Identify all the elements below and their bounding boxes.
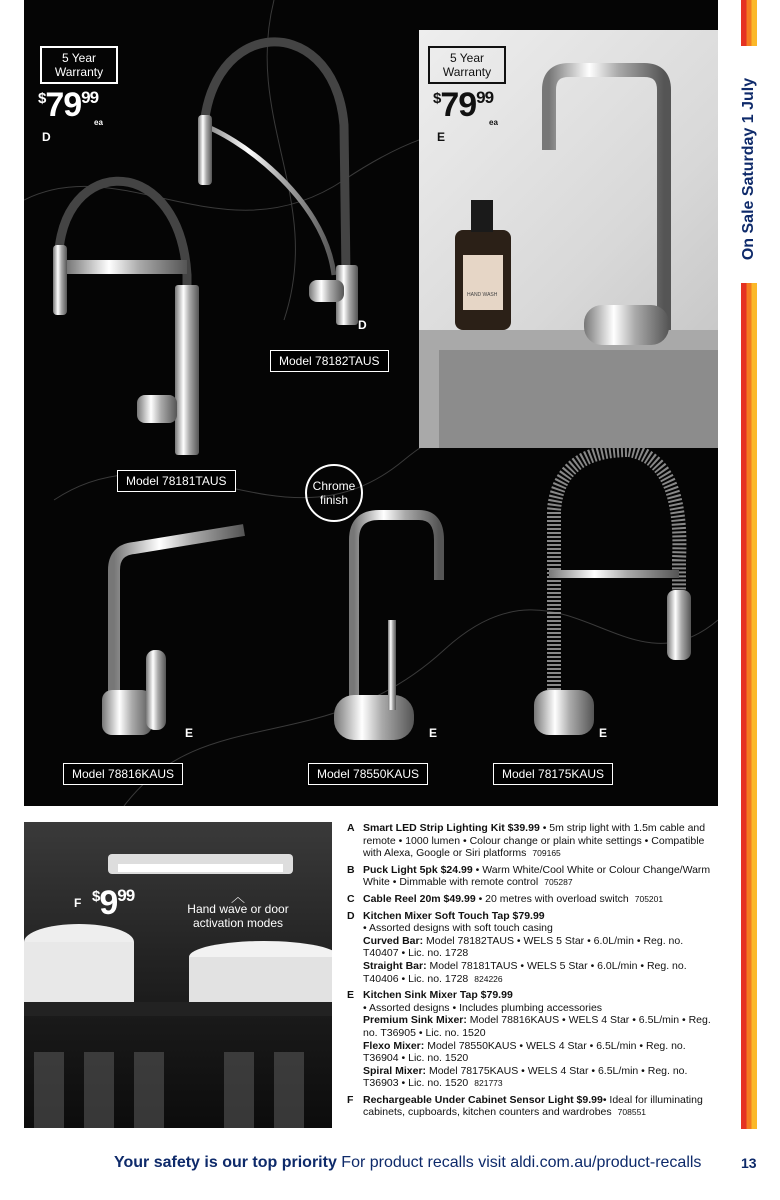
item-letter: D: [347, 909, 355, 922]
warranty-years: 5 Year: [61, 51, 97, 65]
price-whole: 79: [440, 86, 477, 124]
item-text: • 5m strip light with 1.5m cable and remote • 1000 lumen • Colour change or plain white settings • Compatible with Alexa, Google or Siri platforms: [363, 822, 706, 860]
product-code: 705201: [634, 893, 664, 904]
item-variant: [363, 935, 717, 960]
product-item-c: [347, 893, 717, 906]
model-label-78181taus: Model 78181TAUS: [117, 470, 236, 492]
tap-78550kaus-image: [324, 500, 454, 760]
chrome-finish-badge: [305, 464, 363, 522]
item-text: • Ideal for illuminating cabinets, cupboards, kitchen counters and wardrobes: [363, 1093, 703, 1119]
price-unit: ea: [94, 118, 103, 127]
warranty-badge-e: [428, 46, 506, 84]
product-letter-e: E: [437, 130, 446, 144]
item-body: [363, 910, 717, 986]
variant-text: Model 78181TAUS • WELS 5 Star • 6.0L/min • Reg. no. T40406 • Lic. no. 1728: [363, 959, 687, 985]
chevron-up-icon: ︿: [231, 889, 245, 905]
product-item-d: [347, 910, 717, 986]
chrome-badge-line: Chrome: [312, 479, 356, 493]
price-dollar-sign: $: [92, 888, 100, 905]
model-label-78550kaus: Model 78550KAUS: [308, 763, 428, 785]
price-dollar-sign: $: [38, 90, 46, 107]
brand-stripe-bottom: [741, 283, 757, 1129]
item-title: Puck Light 5pk $24.99: [363, 863, 473, 876]
product-code: 709165: [532, 848, 561, 859]
item-title: Kitchen Mixer Soft Touch Tap $79.99: [363, 909, 545, 922]
product-letter-f: F: [74, 896, 82, 910]
on-sale-banner: [735, 64, 763, 274]
price-e: [433, 86, 498, 127]
chrome-badge-line: finish: [319, 493, 348, 507]
cabinet-light-image: [24, 822, 332, 1128]
footer-recalls-link[interactable]: For product recalls visit aldi.com.au/product-recalls: [336, 1154, 702, 1171]
product-letter: E: [429, 726, 438, 740]
light-caption: [174, 889, 302, 930]
item-body: [363, 822, 717, 860]
variant-name: Curved Bar:: [363, 934, 424, 947]
item-body: [363, 864, 717, 889]
caption-line: activation modes: [192, 916, 284, 930]
price-cents: 99: [476, 88, 494, 107]
page-number: 13: [741, 1155, 757, 1171]
item-letter: E: [347, 989, 355, 1002]
item-letter: C: [347, 892, 355, 905]
soap-bottle-label: HAND WASH: [467, 292, 498, 298]
sensor-light-photo: [24, 822, 332, 1128]
price-dollar-sign: $: [433, 90, 441, 107]
footer-heading: Your safety is our top priority: [114, 1154, 337, 1171]
product-item-b: [347, 864, 717, 889]
item-variant: [363, 1065, 717, 1090]
price-whole: 9: [99, 884, 118, 922]
product-item-a: [347, 822, 717, 860]
item-text: • Warm White/Cool White or Colour Change/Warm White • Dimmable with remote control: [363, 863, 711, 889]
item-letter: F: [347, 1093, 354, 1106]
item-body: [363, 989, 717, 1090]
hero-panel: [24, 0, 718, 806]
item-body: [363, 1094, 717, 1119]
item-title: Cable Reel 20m $49.99: [363, 892, 476, 905]
product-code: 708551: [617, 1107, 647, 1118]
caption-line: Hand wave or door: [187, 902, 289, 916]
variant-name: Flexo Mixer:: [363, 1039, 425, 1052]
item-text: • 20 metres with overload switch: [475, 892, 629, 905]
variant-name: Spiral Mixer:: [363, 1064, 427, 1077]
model-label-78175kaus: Model 78175KAUS: [493, 763, 613, 785]
tap-78175kaus-image: [519, 440, 709, 760]
warranty-badge-d: [40, 46, 118, 84]
variant-name: Straight Bar:: [363, 959, 427, 972]
price-d: [38, 86, 103, 127]
item-letter: A: [347, 822, 355, 834]
item-title: Kitchen Sink Mixer Tap $79.99: [363, 989, 513, 1002]
variant-name: Premium Sink Mixer:: [363, 1014, 467, 1027]
price-cents: 99: [117, 886, 135, 905]
price-f: [92, 884, 134, 923]
product-item-e: [347, 989, 717, 1090]
product-code: 821773: [474, 1078, 503, 1089]
product-item-f: [347, 1094, 717, 1119]
item-body: [363, 893, 663, 906]
variant-text: Model 78550KAUS • WELS 4 Star • 6.5L/min • Reg. no. T36904 • Lic. no. 1520: [363, 1039, 686, 1065]
product-code: 824226: [474, 973, 503, 984]
sink-photo: [419, 30, 718, 448]
warranty-label: Warranty: [442, 65, 492, 79]
on-sale-text: On Sale Saturday 1 July: [740, 77, 758, 261]
product-letter-d: D: [42, 130, 51, 144]
variant-text: Model 78816KAUS • WELS 4 Star • 6.5L/min • Reg. no. T36905 • Lic. no. 1520: [363, 1014, 711, 1039]
item-variant: [363, 1040, 717, 1065]
brand-stripe-top: [741, 0, 757, 46]
footer-safety-notice: [114, 1154, 701, 1172]
price-cents: 99: [81, 88, 99, 107]
warranty-label: Warranty: [54, 65, 104, 79]
model-label-78182taus: Model 78182TAUS: [270, 350, 389, 372]
product-code: 705287: [544, 877, 573, 888]
product-letter: E: [185, 726, 194, 740]
model-label-78816kaus: Model 78816KAUS: [63, 763, 183, 785]
variant-text: Model 78182TAUS • WELS 5 Star • 6.0L/min • Reg. no. T40407 • Lic. no. 1728: [363, 934, 684, 960]
item-title: Smart LED Strip Lighting Kit $39.99: [363, 822, 540, 834]
product-descriptions: [347, 822, 717, 1123]
warranty-years: 5 Year: [449, 51, 485, 65]
product-letter: E: [599, 726, 608, 740]
item-variant: [363, 1014, 717, 1039]
item-variant: [363, 960, 717, 985]
variant-text: Model 78175KAUS • WELS 4 Star • 6.5L/min • Reg. no. T36903 • Lic. no. 1520: [363, 1064, 688, 1090]
tap-78181taus-image: [39, 165, 219, 465]
item-title: Rechargeable Under Cabinet Sensor Light $9.99: [363, 1093, 603, 1106]
item-text: • Assorted designs • Includes plumbing accessories: [363, 1001, 603, 1014]
item-letter: B: [347, 863, 355, 876]
tap-78816kaus-image: [94, 520, 274, 750]
price-whole: 79: [45, 86, 82, 124]
product-letter: D: [358, 318, 367, 332]
item-text: • Assorted designs with soft touch casing: [363, 922, 553, 935]
price-unit: ea: [489, 118, 498, 127]
